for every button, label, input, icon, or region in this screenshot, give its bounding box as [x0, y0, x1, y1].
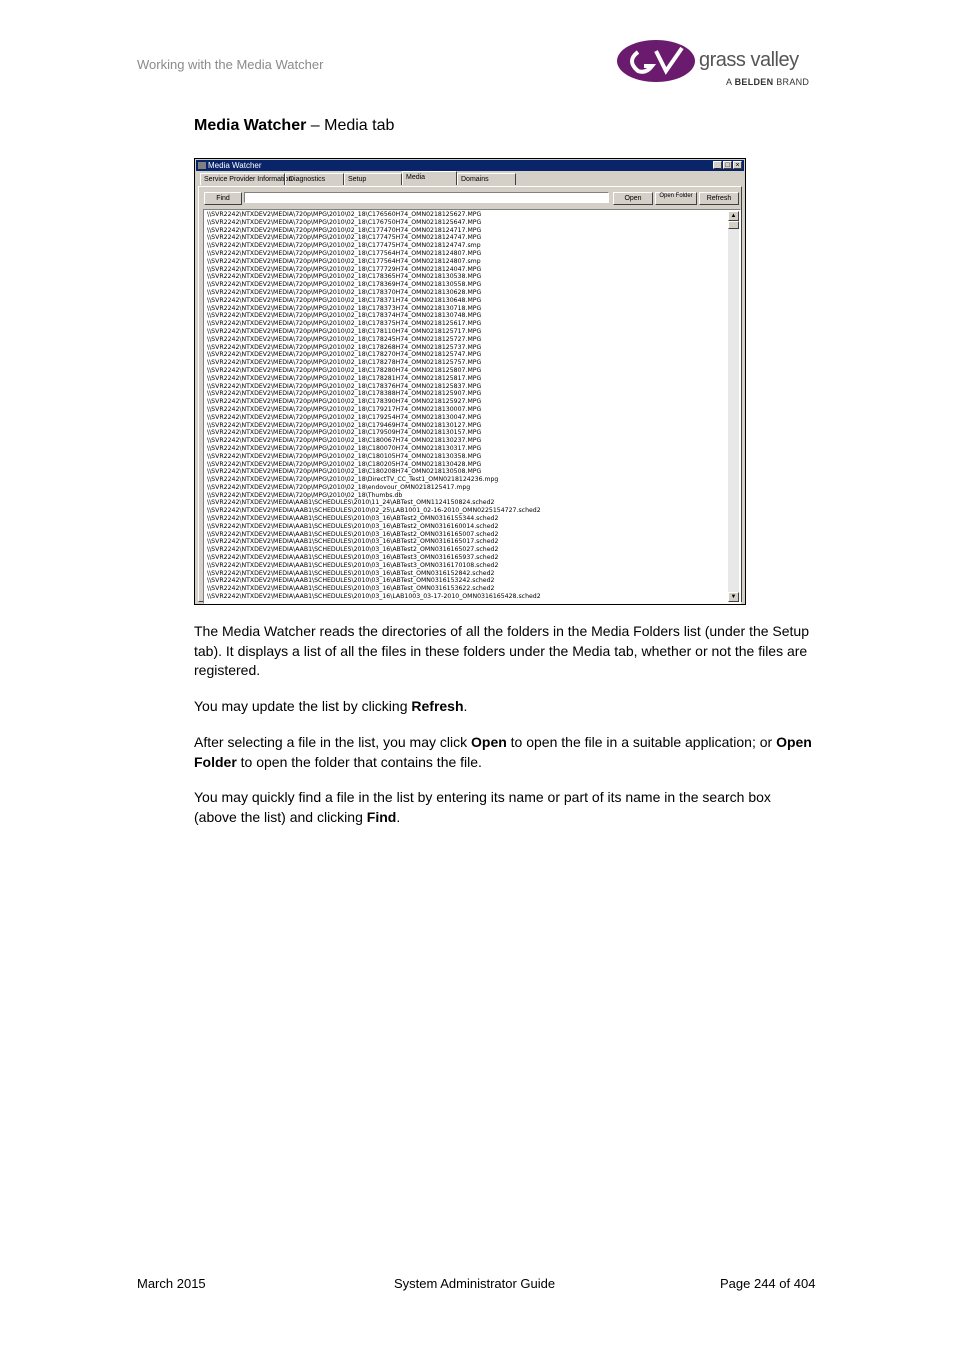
footer-page-number: Page 244 of 404: [720, 1276, 816, 1291]
list-item[interactable]: \\SVR2242\NTXDEV2\MEDIA\720p\MPG\2010\02_18\C178376H74_OMN0218125837.MPG: [207, 382, 482, 390]
list-item[interactable]: \\SVR2242\NTXDEV2\MEDIA\720p\MPG\2010\02_18\DirectTV_CC_Test1_OMN0218124236.mpg: [207, 476, 499, 484]
list-item[interactable]: \\SVR2242\NTXDEV2\MEDIA\720p\MPG\2010\02_18\C176560H74_OMN0218125627.MPG: [207, 211, 482, 218]
list-item[interactable]: \\SVR2242\NTXDEV2\MEDIA\720p\MPG\2010\02_18\C178281H74_OMN0218125817.MPG: [207, 374, 482, 382]
list-item[interactable]: \\SVR2242\NTXDEV2\MEDIA\720p\MPG\2010\02_18\C180105H74_OMN0218130358.MPG: [207, 452, 482, 460]
window-title: Media Watcher: [208, 161, 262, 170]
app-icon: [198, 162, 206, 169]
list-item[interactable]: \\SVR2242\NTXDEV2\MEDIA\720p\MPG\2010\02_18\C180205H74_OMN0218130428.MPG: [207, 460, 482, 468]
list-item[interactable]: \\SVR2242\NTXDEV2\MEDIA\AAB1\SCHEDULES\2010\03_16\ABTest_OMN0316153622.sched2: [207, 585, 495, 593]
refresh-button[interactable]: Refresh: [699, 192, 739, 205]
list-item[interactable]: \\SVR2242\NTXDEV2\MEDIA\720p\MPG\2010\02_18\Thumbs.db: [207, 491, 403, 499]
list-item[interactable]: \\SVR2242\NTXDEV2\MEDIA\720p\MPG\2010\02_18\C178388H74_OMN0218125907.MPG: [207, 390, 482, 398]
list-item[interactable]: \\SVR2242\NTXDEV2\MEDIA\720p\MPG\2010\02_18\C178373H74_OMN0218130718.MPG: [207, 304, 482, 312]
list-item[interactable]: \\SVR2242\NTXDEV2\MEDIA\720p\MPG\2010\02_18\C179469H74_OMN0218130127.MPG: [207, 421, 482, 429]
paragraph-find: You may quickly find a file in the list by entering its name or part of its name in the search box (above the list) and clicking Find.: [194, 789, 771, 825]
paragraph-refresh: You may update the list by clicking Refresh.: [194, 698, 468, 714]
search-input[interactable]: [244, 192, 609, 203]
grass-valley-logo: [616, 38, 816, 88]
tab-strip: [200, 173, 516, 186]
maximize-button[interactable]: □: [723, 161, 732, 169]
logo-tagline: A BELDEN BRAND: [726, 77, 810, 87]
list-item[interactable]: \\SVR2242\NTXDEV2\MEDIA\720p\MPG\2010\02_18\C176750H74_OMN0218125647.MPG: [207, 218, 482, 226]
list-item[interactable]: \\SVR2242\NTXDEV2\MEDIA\720p\MPG\2010\02_18\C178110H74_OMN0218125717.MPG: [207, 327, 482, 335]
section-title: Media Watcher – Media tab: [194, 117, 395, 134]
list-item[interactable]: \\SVR2242\NTXDEV2\MEDIA\720p\MPG\2010\02_18\C177475H74_OMN0218124747.smp: [207, 242, 481, 250]
list-item[interactable]: \\SVR2242\NTXDEV2\MEDIA\AAB1\SCHEDULES\2010\11_24\ABTest_OMN1124150824.sched2: [207, 499, 495, 507]
list-item[interactable]: \\SVR2242\NTXDEV2\MEDIA\720p\MPG\2010\02_18\C179217H74_OMN0218130007.MPG: [207, 405, 482, 413]
list-item[interactable]: \\SVR2242\NTXDEV2\MEDIA\720p\MPG\2010\02_18\C179509H74_OMN0218130157.MPG: [207, 429, 482, 437]
list-item[interactable]: \\SVR2242\NTXDEV2\MEDIA\720p\MPG\2010\02_18\C179254H74_OMN0218130047.MPG: [207, 413, 482, 421]
list-item[interactable]: \\SVR2242\NTXDEV2\MEDIA\720p\MPG\2010\02_18\C177475H74_OMN0218124747.MPG: [207, 234, 482, 242]
list-item[interactable]: \\SVR2242\NTXDEV2\MEDIA\720p\MPG\2010\02_18\C178375H74_OMN0218125617.MPG: [207, 320, 482, 328]
list-item[interactable]: \\SVR2242\NTXDEV2\MEDIA\720p\MPG\2010\02_18\C178268H74_OMN0218125737.MPG: [207, 343, 482, 351]
list-item[interactable]: \\SVR2242\NTXDEV2\MEDIA\720p\MPG\2010\02_18\C177729H74_OMN0218124047.MPG: [207, 265, 482, 273]
paragraph-open: After selecting a file in the list, you may click Open to open the file in a suitable application; or Open Folder to open the folder that contains the file.: [194, 734, 812, 770]
list-item[interactable]: \\SVR2242\NTXDEV2\MEDIA\720p\MPG\2010\02_18\C180067H74_OMN0218130237.MPG: [207, 437, 482, 445]
list-item[interactable]: \\SVR2242\NTXDEV2\MEDIA\720p\MPG\2010\02_18\endovour_OMN0218125417.mpg: [207, 483, 471, 491]
list-item[interactable]: \\SVR2242\NTXDEV2\MEDIA\AAB1\SCHEDULES\2010\03_16\ABTest3_OMN0316165937.sched2: [207, 554, 499, 562]
list-item[interactable]: \\SVR2242\NTXDEV2\MEDIA\AAB1\SCHEDULES\2010\03_16\ABTest2_OMN0316160014.sched2: [207, 522, 499, 530]
scroll-thumb[interactable]: [728, 221, 739, 229]
window-titlebar: [196, 160, 744, 171]
list-item[interactable]: \\SVR2242\NTXDEV2\MEDIA\AAB1\SCHEDULES\2010\03_16\LAB1003_03-17-2010_OMN0316165428.sched2: [207, 593, 541, 601]
scroll-down-arrow-icon[interactable]: ▼: [728, 592, 739, 602]
list-item[interactable]: \\SVR2242\NTXDEV2\MEDIA\720p\MPG\2010\02_18\C178278H74_OMN0218125757.MPG: [207, 359, 482, 367]
vertical-scrollbar[interactable]: [728, 211, 739, 602]
tab-domains[interactable]: Domains: [457, 173, 516, 185]
find-button[interactable]: Find: [204, 192, 242, 205]
minimize-button[interactable]: _: [713, 161, 722, 169]
list-item[interactable]: \\SVR2242\NTXDEV2\MEDIA\AAB1\SCHEDULES\2010\02_25\LAB1001_02-16-2010_OMN0225154727.sched2: [207, 507, 541, 515]
list-item[interactable]: \\SVR2242\NTXDEV2\MEDIA\720p\MPG\2010\02_18\C178280H74_OMN0218125807.MPG: [207, 366, 482, 374]
footer-guide-title: System Administrator Guide: [394, 1276, 556, 1291]
list-item[interactable]: \\SVR2242\NTXDEV2\MEDIA\720p\MPG\2010\02_18\C177470H74_OMN0218124717.MPG: [207, 226, 482, 234]
logo-wordmark: grass valley: [699, 49, 799, 71]
tab-service-provider-information[interactable]: Service Provider Information: [200, 173, 285, 185]
list-item[interactable]: \\SVR2242\NTXDEV2\MEDIA\720p\MPG\2010\02_18\C178371H74_OMN0218130648.MPG: [207, 296, 482, 304]
paragraph-description: The Media Watcher reads the directories of all the folders in the Media Folders list (under the Setup tab). It displays a list of all the files in these folders under the Media tab, whether or not the files are registered.: [194, 623, 810, 678]
list-item[interactable]: \\SVR2242\NTXDEV2\MEDIA\AAB1\SCHEDULES\2010\03_16\ABTest3_OMN0316170108.sched2: [207, 561, 499, 569]
running-header: Working with the Media Watcher: [137, 57, 324, 72]
list-item[interactable]: \\SVR2242\NTXDEV2\MEDIA\AAB1\SCHEDULES\2010\03_16\ABTest2_OMN0316165027.sched2: [207, 546, 499, 554]
footer-date: March 2015: [137, 1276, 206, 1291]
list-item[interactable]: \\SVR2242\NTXDEV2\MEDIA\720p\MPG\2010\02_18\C178270H74_OMN0218125747.MPG: [207, 351, 482, 359]
list-item[interactable]: \\SVR2242\NTXDEV2\MEDIA\720p\MPG\2010\02_18\C180070H74_OMN0218130317.MPG: [207, 444, 482, 452]
open-folder-button[interactable]: Open Folder: [655, 192, 697, 205]
list-item[interactable]: \\SVR2242\NTXDEV2\MEDIA\AAB1\SCHEDULES\2010\03_16\ABTest2_OMN0316165017.sched2: [207, 538, 499, 546]
list-item[interactable]: \\SVR2242\NTXDEV2\MEDIA\720p\MPG\2010\02_18\C178365H74_OMN0218130538.MPG: [207, 273, 482, 281]
list-item[interactable]: \\SVR2242\NTXDEV2\MEDIA\720p\MPG\2010\02_18\C178370H74_OMN0218130628.MPG: [207, 288, 482, 296]
list-item[interactable]: \\SVR2242\NTXDEV2\MEDIA\AAB1\SCHEDULES\2010\03_16\ABTest_OMN0316153242.sched2: [207, 577, 495, 585]
list-item[interactable]: \\SVR2242\NTXDEV2\MEDIA\720p\MPG\2010\02_18\C178245H74_OMN0218125727.MPG: [207, 335, 482, 343]
list-item[interactable]: \\SVR2242\NTXDEV2\MEDIA\AAB1\SCHEDULES\2010\03_16\ABTest_OMN0316152842.sched2: [207, 569, 495, 577]
list-item[interactable]: \\SVR2242\NTXDEV2\MEDIA\720p\MPG\2010\02_18\C178390H74_OMN0218125927.MPG: [207, 398, 482, 406]
scroll-up-arrow-icon[interactable]: ▲: [728, 211, 739, 221]
media-watcher-window: [194, 158, 746, 605]
tab-diagnostics[interactable]: Diagnostics: [285, 173, 344, 185]
list-item[interactable]: \\SVR2242\NTXDEV2\MEDIA\720p\MPG\2010\02_18\C177564H74_OMN0218124807.smp: [207, 257, 481, 265]
list-item[interactable]: \\SVR2242\NTXDEV2\MEDIA\AAB1\SCHEDULES\2010\03_16\ABTest2_OMN0316155344.sched2: [207, 515, 499, 523]
tab-setup[interactable]: Setup: [344, 173, 402, 185]
close-button[interactable]: ×: [733, 161, 742, 169]
tab-media[interactable]: Media: [402, 171, 457, 185]
media-file-list[interactable]: [203, 209, 741, 604]
list-item[interactable]: \\SVR2242\NTXDEV2\MEDIA\720p\MPG\2010\02_18\C178374H74_OMN0218130748.MPG: [207, 312, 482, 320]
gv-logo-icon: [616, 38, 698, 84]
open-button[interactable]: Open: [613, 192, 653, 205]
list-item[interactable]: \\SVR2242\NTXDEV2\MEDIA\720p\MPG\2010\02_18\C180208H74_OMN0218130508.MPG: [207, 468, 482, 476]
list-item[interactable]: \\SVR2242\NTXDEV2\MEDIA\720p\MPG\2010\02_18\C177564H74_OMN0218124807.MPG: [207, 249, 482, 257]
list-item[interactable]: \\SVR2242\NTXDEV2\MEDIA\720p\MPG\2010\02_18\C178369H74_OMN0218130558.MPG: [207, 281, 482, 289]
list-item[interactable]: \\SVR2242\NTXDEV2\MEDIA\AAB1\SCHEDULES\2010\03_16\ABTest2_OMN0316165007.sched2: [207, 530, 499, 538]
file-list-items: [207, 211, 727, 601]
